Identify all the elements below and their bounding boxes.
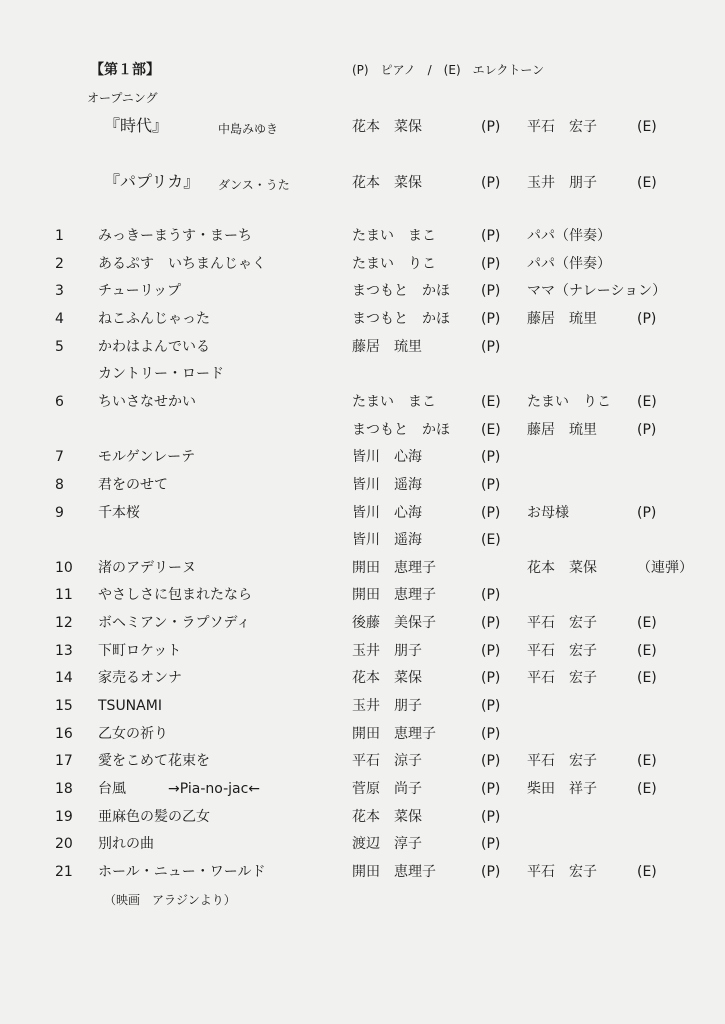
piece-title: 愛をこめて花束を — [98, 753, 210, 769]
piece-title: 君をのせて — [98, 477, 168, 493]
performer-name: 開田 恵理子 — [352, 587, 436, 603]
item-number: 2 — [55, 256, 64, 272]
instrument-tag: (E) — [637, 670, 657, 686]
instrument-tag: (E) — [637, 175, 657, 191]
item-number: 8 — [55, 477, 64, 493]
piece-title: あるぷす いちまんじゃく — [98, 256, 266, 272]
piece-title: チューリップ — [98, 283, 182, 299]
piece-title: ねこふんじゃった — [98, 311, 210, 327]
item-number: 9 — [55, 505, 64, 521]
performer-name: たまい りこ — [352, 256, 436, 272]
item-number: 6 — [55, 394, 64, 410]
item-number: 19 — [55, 809, 73, 825]
instrument-tag: (P) — [637, 422, 657, 438]
item-number: 21 — [55, 864, 73, 880]
piece-title: 台風 →Pia-no-jac← — [98, 781, 261, 797]
piece-title: 千本桜 — [98, 505, 140, 521]
performer-name: 開田 恵理子 — [352, 864, 436, 880]
instrument-tag: (E) — [637, 394, 657, 410]
performer-name: 皆川 遥海 — [352, 477, 422, 493]
instrument-tag: （連弾） — [637, 560, 693, 576]
item-number: 1 — [55, 228, 64, 244]
instrument-tag: (P) — [481, 864, 501, 880]
performer-name: 後藤 美保子 — [352, 615, 436, 631]
item-number: 10 — [55, 560, 73, 576]
performer-name: 藤居 琉里 — [527, 422, 597, 438]
instrument-tag: (P) — [481, 670, 501, 686]
piece-title: みっきーまうす・まーち — [98, 228, 252, 244]
piece-title: モルゲンレーテ — [98, 449, 196, 465]
piece-title: カントリー・ロード — [98, 366, 224, 382]
item-number: 12 — [55, 615, 73, 631]
performer-name: お母様 — [527, 505, 569, 521]
performer-name: 花本 菜保 — [352, 670, 422, 686]
instrument-tag: (E) — [637, 753, 657, 769]
opening-subtitle: 中島みゆき — [218, 122, 279, 136]
opening-title: 『時代』 — [104, 116, 169, 135]
performer-name: まつもと かほ — [352, 422, 450, 438]
performer-name: 平石 涼子 — [352, 753, 422, 769]
performer-name: 花本 菜保 — [527, 560, 597, 576]
piece-title: 乙女の祈り — [98, 726, 168, 742]
instrument-tag: (P) — [481, 311, 501, 327]
item-number: 7 — [55, 449, 64, 465]
performer-name: 玉井 朋子 — [352, 643, 422, 659]
piece-title: 亜麻色の髪の乙女 — [98, 809, 210, 825]
instrument-tag: (P) — [637, 505, 657, 521]
instrument-tag: (P) — [481, 449, 501, 465]
instrument-tag: (P) — [481, 698, 501, 714]
item-number: 4 — [55, 311, 64, 327]
performer-name: 菅原 尚子 — [352, 781, 422, 797]
instrument-tag: (E) — [637, 615, 657, 631]
performer-name: 藤居 琉里 — [527, 311, 597, 327]
item-number: 13 — [55, 643, 73, 659]
instrument-tag: (E) — [637, 781, 657, 797]
piece-title: ホール・ニュー・ワールド — [98, 864, 266, 880]
instrument-tag: (E) — [481, 422, 501, 438]
item-number: 16 — [55, 726, 73, 742]
item-number: 20 — [55, 836, 73, 852]
performer-name: 開田 恵理子 — [352, 726, 436, 742]
piece-title: TSUNAMI — [98, 698, 162, 714]
item-number: 5 — [55, 339, 64, 355]
performer-name: たまい まこ — [352, 228, 436, 244]
performer-name: 皆川 心海 — [352, 505, 422, 521]
section-heading: 【第１部】 — [90, 62, 160, 78]
performer-name: 玉井 朋子 — [527, 175, 597, 191]
item-number: 3 — [55, 283, 64, 299]
instrument-tag: (E) — [481, 532, 501, 548]
performer-name: 花本 菜保 — [352, 119, 422, 135]
opening-title: 『パプリカ』 — [104, 172, 200, 191]
item-number: 17 — [55, 753, 73, 769]
performer-name: 皆川 遥海 — [352, 532, 422, 548]
performer-name: ママ（ナレーション） — [527, 283, 667, 299]
performer-name: 花本 菜保 — [352, 809, 422, 825]
instrument-tag: (P) — [481, 836, 501, 852]
performer-name: まつもと かほ — [352, 311, 450, 327]
performer-name: 平石 宏子 — [527, 643, 597, 659]
item-number: 15 — [55, 698, 73, 714]
performer-name: たまい りこ — [527, 394, 611, 410]
item-number: 18 — [55, 781, 73, 797]
performer-name: 平石 宏子 — [527, 119, 597, 135]
performer-name: まつもと かほ — [352, 283, 450, 299]
instrument-tag: (P) — [481, 615, 501, 631]
performer-name: 柴田 祥子 — [527, 781, 597, 797]
instrument-tag: (P) — [481, 339, 501, 355]
instrument-tag: (E) — [637, 119, 657, 135]
item-number: 14 — [55, 670, 73, 686]
instrument-tag: (P) — [481, 283, 501, 299]
instrument-tag: (E) — [637, 643, 657, 659]
instrument-tag: (P) — [481, 726, 501, 742]
performer-name: パパ（伴奏） — [527, 228, 611, 244]
instrument-tag: (P) — [481, 175, 501, 191]
piece-title: 渚のアデリーヌ — [98, 560, 196, 576]
performer-name: 開田 恵理子 — [352, 560, 436, 576]
piece-title: 下町ロケット — [98, 643, 182, 659]
performer-name: 藤居 琉里 — [352, 339, 422, 355]
instrument-tag: (E) — [637, 864, 657, 880]
performer-name: パパ（伴奏） — [527, 256, 611, 272]
performer-name: 花本 菜保 — [352, 175, 422, 191]
piece-title: 別れの曲 — [98, 836, 154, 852]
piece-title: 家売るオンナ — [98, 670, 182, 686]
instrument-tag: (P) — [481, 477, 501, 493]
performer-name: たまい まこ — [352, 394, 436, 410]
instrument-tag: (E) — [481, 394, 501, 410]
piece-title: ちいさなせかい — [98, 394, 196, 410]
performer-name: 平石 宏子 — [527, 753, 597, 769]
piece-title: ボヘミアン・ラプソディ — [98, 615, 251, 631]
opening-subtitle: ダンス・うた — [218, 178, 290, 192]
instrument-tag: (P) — [481, 256, 501, 272]
performer-name: 渡辺 淳子 — [352, 836, 422, 852]
opening-label: オープニング — [87, 91, 158, 105]
footnote: （映画 アラジンより） — [104, 893, 236, 907]
item-number: 11 — [55, 587, 73, 603]
performer-name: 皆川 心海 — [352, 449, 422, 465]
instrument-tag: (P) — [637, 311, 657, 327]
instrument-legend: (P) ピアノ / (E) エレクトーン — [352, 63, 545, 77]
performer-name: 平石 宏子 — [527, 670, 597, 686]
performer-name: 平石 宏子 — [527, 864, 597, 880]
instrument-tag: (P) — [481, 505, 501, 521]
instrument-tag: (P) — [481, 809, 501, 825]
piece-title: やさしさに包まれたなら — [98, 587, 252, 603]
instrument-tag: (P) — [481, 753, 501, 769]
instrument-tag: (P) — [481, 643, 501, 659]
instrument-tag: (P) — [481, 228, 501, 244]
piece-title: かわはよんでいる — [98, 339, 210, 355]
instrument-tag: (P) — [481, 119, 501, 135]
performer-name: 玉井 朋子 — [352, 698, 422, 714]
instrument-tag: (P) — [481, 781, 501, 797]
instrument-tag: (P) — [481, 587, 501, 603]
performer-name: 平石 宏子 — [527, 615, 597, 631]
